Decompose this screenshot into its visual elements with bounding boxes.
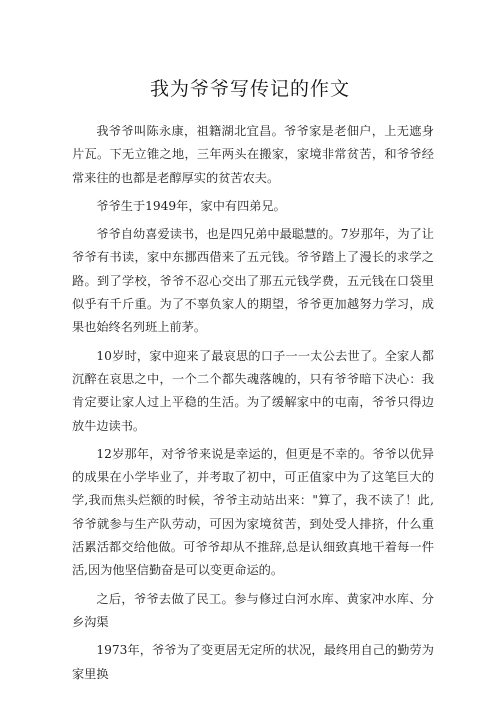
paragraph-4: 10岁时，家中迎来了最哀思的口子一一太公去世了。全家人都沉醉在哀思之中，一个二个都失魂落魄的，只有爷爷暗下决心：我肯定要让家人过上平稳的生活。为了缓解家中的屯南，爷爷只得边放牛边读书。 (72, 348, 434, 433)
paragraph-3: 爷爷自幼喜爱读书，也是四兄弟中最聪慧的。7岁那年，为了让爷爷有书读，家中东挪西借来了五元钱。爷爷踏上了漫长的求学之路。到了学校，爷爷不忍心交出了那五元钱学费，五元钱在口袋里似乎有千斤重。为了不辜负家人的期望，爷爷更加越努力学习，成果也始终名列班上前茅。 (72, 227, 434, 335)
paragraph-7: 1973年，爷爷为了变更居无定所的状况，最终用自己的勤劳为家里换 (72, 643, 434, 681)
document-title: 我为爷爷写传记的作文 (149, 78, 350, 100)
document-body (72, 120, 434, 686)
paragraph-6: 之后，爷爷去做了民工。参与修过白河水库、黄家冲水库、分乡沟渠 (72, 591, 434, 629)
paragraph-5: 12岁那年，对爷爷来说是幸运的，但更是不幸的。爷爷以优异的成果在小学毕业了，并考取了初中，可正值家中为了这笔巨大的学,我而焦头烂额的时候，爷爷主动站出来："算了，我不读了！此,爷爷就参与生产队劳动，可因为家境贫苦，到处受人排挤，什么重活累活都交给他做。可爷爷却从不推辞,总是认细致真地干着每一件活,因为他坚信勤奋是可以变更命运的。 (72, 446, 434, 578)
paragraph-1: 我爷爷叫陈永康，祖籍湖北宜昌。爷爷家是老佃户，上无遮身片瓦。下无立锥之地，三年两头在搬家，家境非常贫苦，和爷爷经常来往的也都是老醇厚实的贫苦农夫。 (72, 124, 434, 185)
paragraph-2: 爷爷生于1949年，家中有四弟兄。 (96, 198, 286, 213)
